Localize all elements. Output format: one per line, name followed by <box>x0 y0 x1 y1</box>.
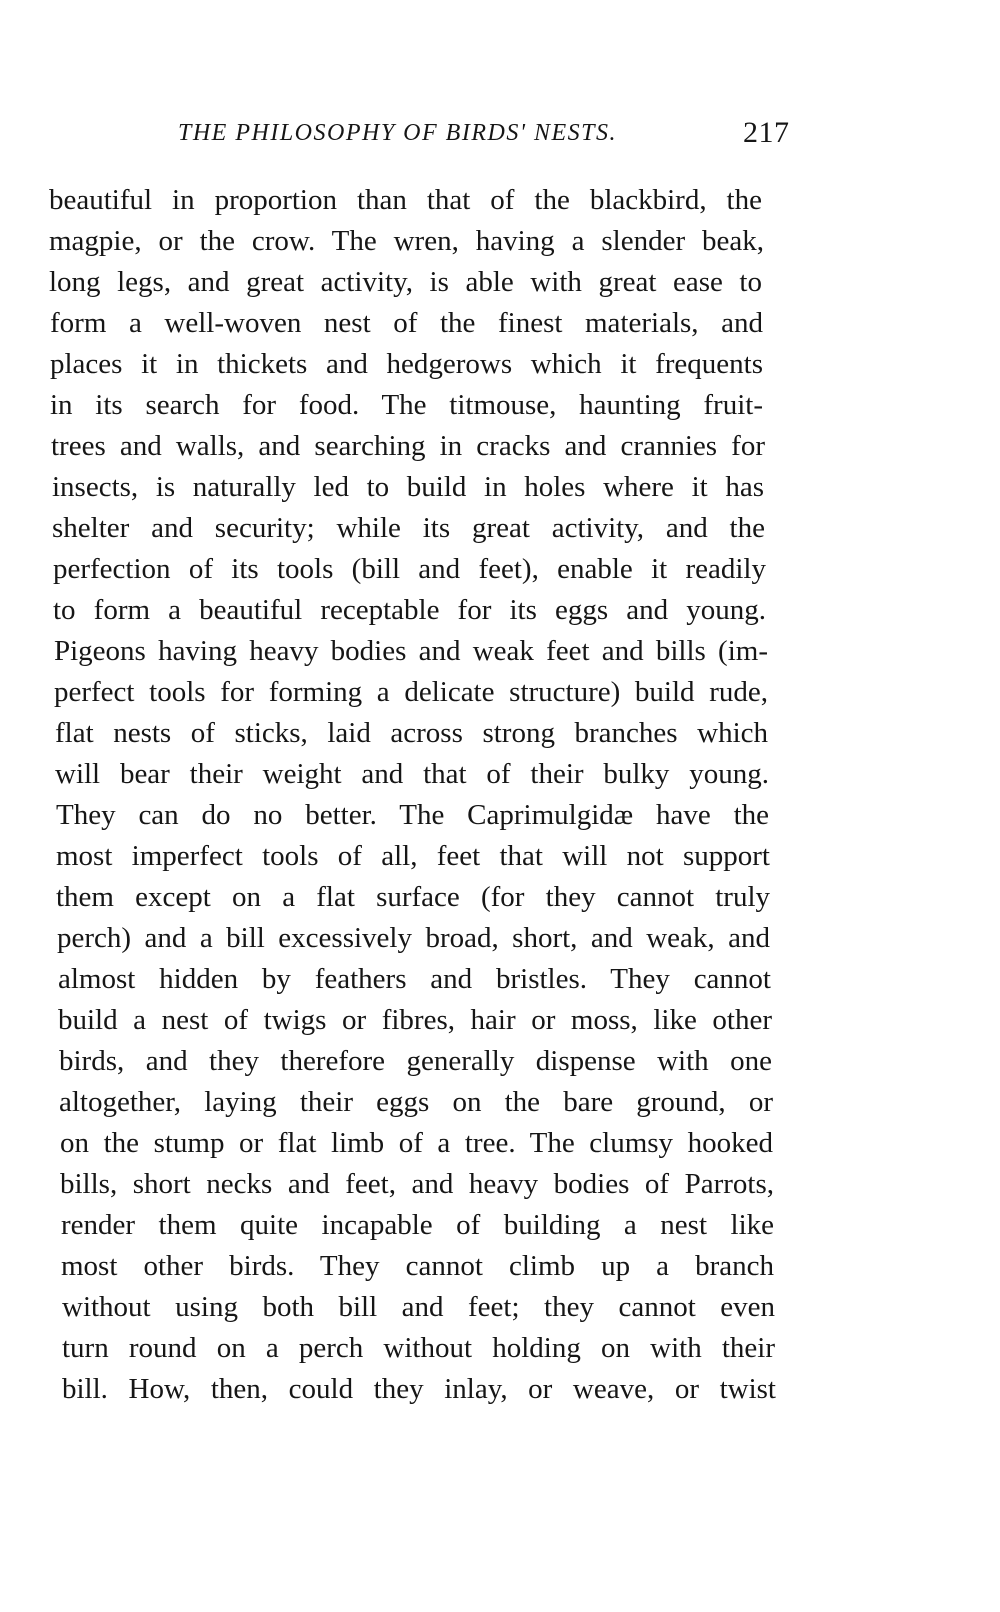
text-line: most imperfect tools of all, feet that will not support <box>56 840 770 872</box>
text-line: perfect tools for forming a delicate structure) build rude, <box>54 676 768 708</box>
text-line: beautiful in proportion than that of the blackbird, the <box>49 184 762 216</box>
text-line: Pigeons having heavy bodies and weak feet and bills (im- <box>54 635 768 667</box>
text-line: almost hidden by feathers and bristles. They cannot <box>58 963 771 995</box>
text-line: in its search for food. The titmouse, haunting fruit- <box>50 389 763 421</box>
text-line: them except on a flat surface (for they cannot truly <box>56 881 770 913</box>
text-line: bills, short necks and feet, and heavy bodies of Parrots, <box>60 1168 774 1200</box>
text-line: shelter and security; while its great activity, and the <box>52 512 765 544</box>
text-line: flat nests of sticks, laid across strong branches which <box>55 717 768 749</box>
body-text <box>0 180 1000 1410</box>
running-title: THE PHILOSOPHY OF BIRDS' NESTS. <box>178 120 617 146</box>
text-line: on the stump or flat limb of a tree. The clumsy hooked <box>60 1127 773 1159</box>
text-line: form a well-woven nest of the finest materials, and <box>50 307 763 339</box>
text-line: most other birds. They cannot climb up a branch <box>61 1250 774 1282</box>
text-line: insects, is naturally led to build in holes where it has <box>52 471 764 503</box>
text-line: perfection of its tools (bill and feet), enable it readily <box>53 553 766 585</box>
text-line: bill. How, then, could they inlay, or weave, or twist <box>62 1373 776 1405</box>
running-head <box>0 116 1000 156</box>
text-line: places it in thickets and hedgerows which it frequents <box>50 348 763 380</box>
text-line: to form a beautiful receptable for its eggs and young. <box>53 594 766 626</box>
text-line: magpie, or the crow. The wren, having a slender beak, <box>49 225 764 257</box>
text-line: without using both bill and feet; they cannot even <box>62 1291 775 1323</box>
text-line: render them quite incapable of building a nest like <box>61 1209 774 1241</box>
text-line: will bear their weight and that of their bulky young. <box>55 758 769 790</box>
text-line: altogether, laying their eggs on the bare ground, or <box>59 1086 773 1118</box>
text-line: They can do no better. The Caprimulgidæ have the <box>56 799 769 831</box>
text-line: turn round on a perch without holding on with their <box>62 1332 775 1364</box>
text-line: birds, and they therefore generally dispense with one <box>59 1045 772 1077</box>
text-line: long legs, and great activity, is able with great ease to <box>49 266 762 298</box>
text-line: trees and walls, and searching in cracks and crannies for <box>51 430 765 462</box>
page-number: 217 <box>743 116 790 149</box>
text-line: perch) and a bill excessively broad, short, and weak, and <box>57 922 770 954</box>
text-line: build a nest of twigs or fibres, hair or moss, like other <box>58 1004 772 1036</box>
